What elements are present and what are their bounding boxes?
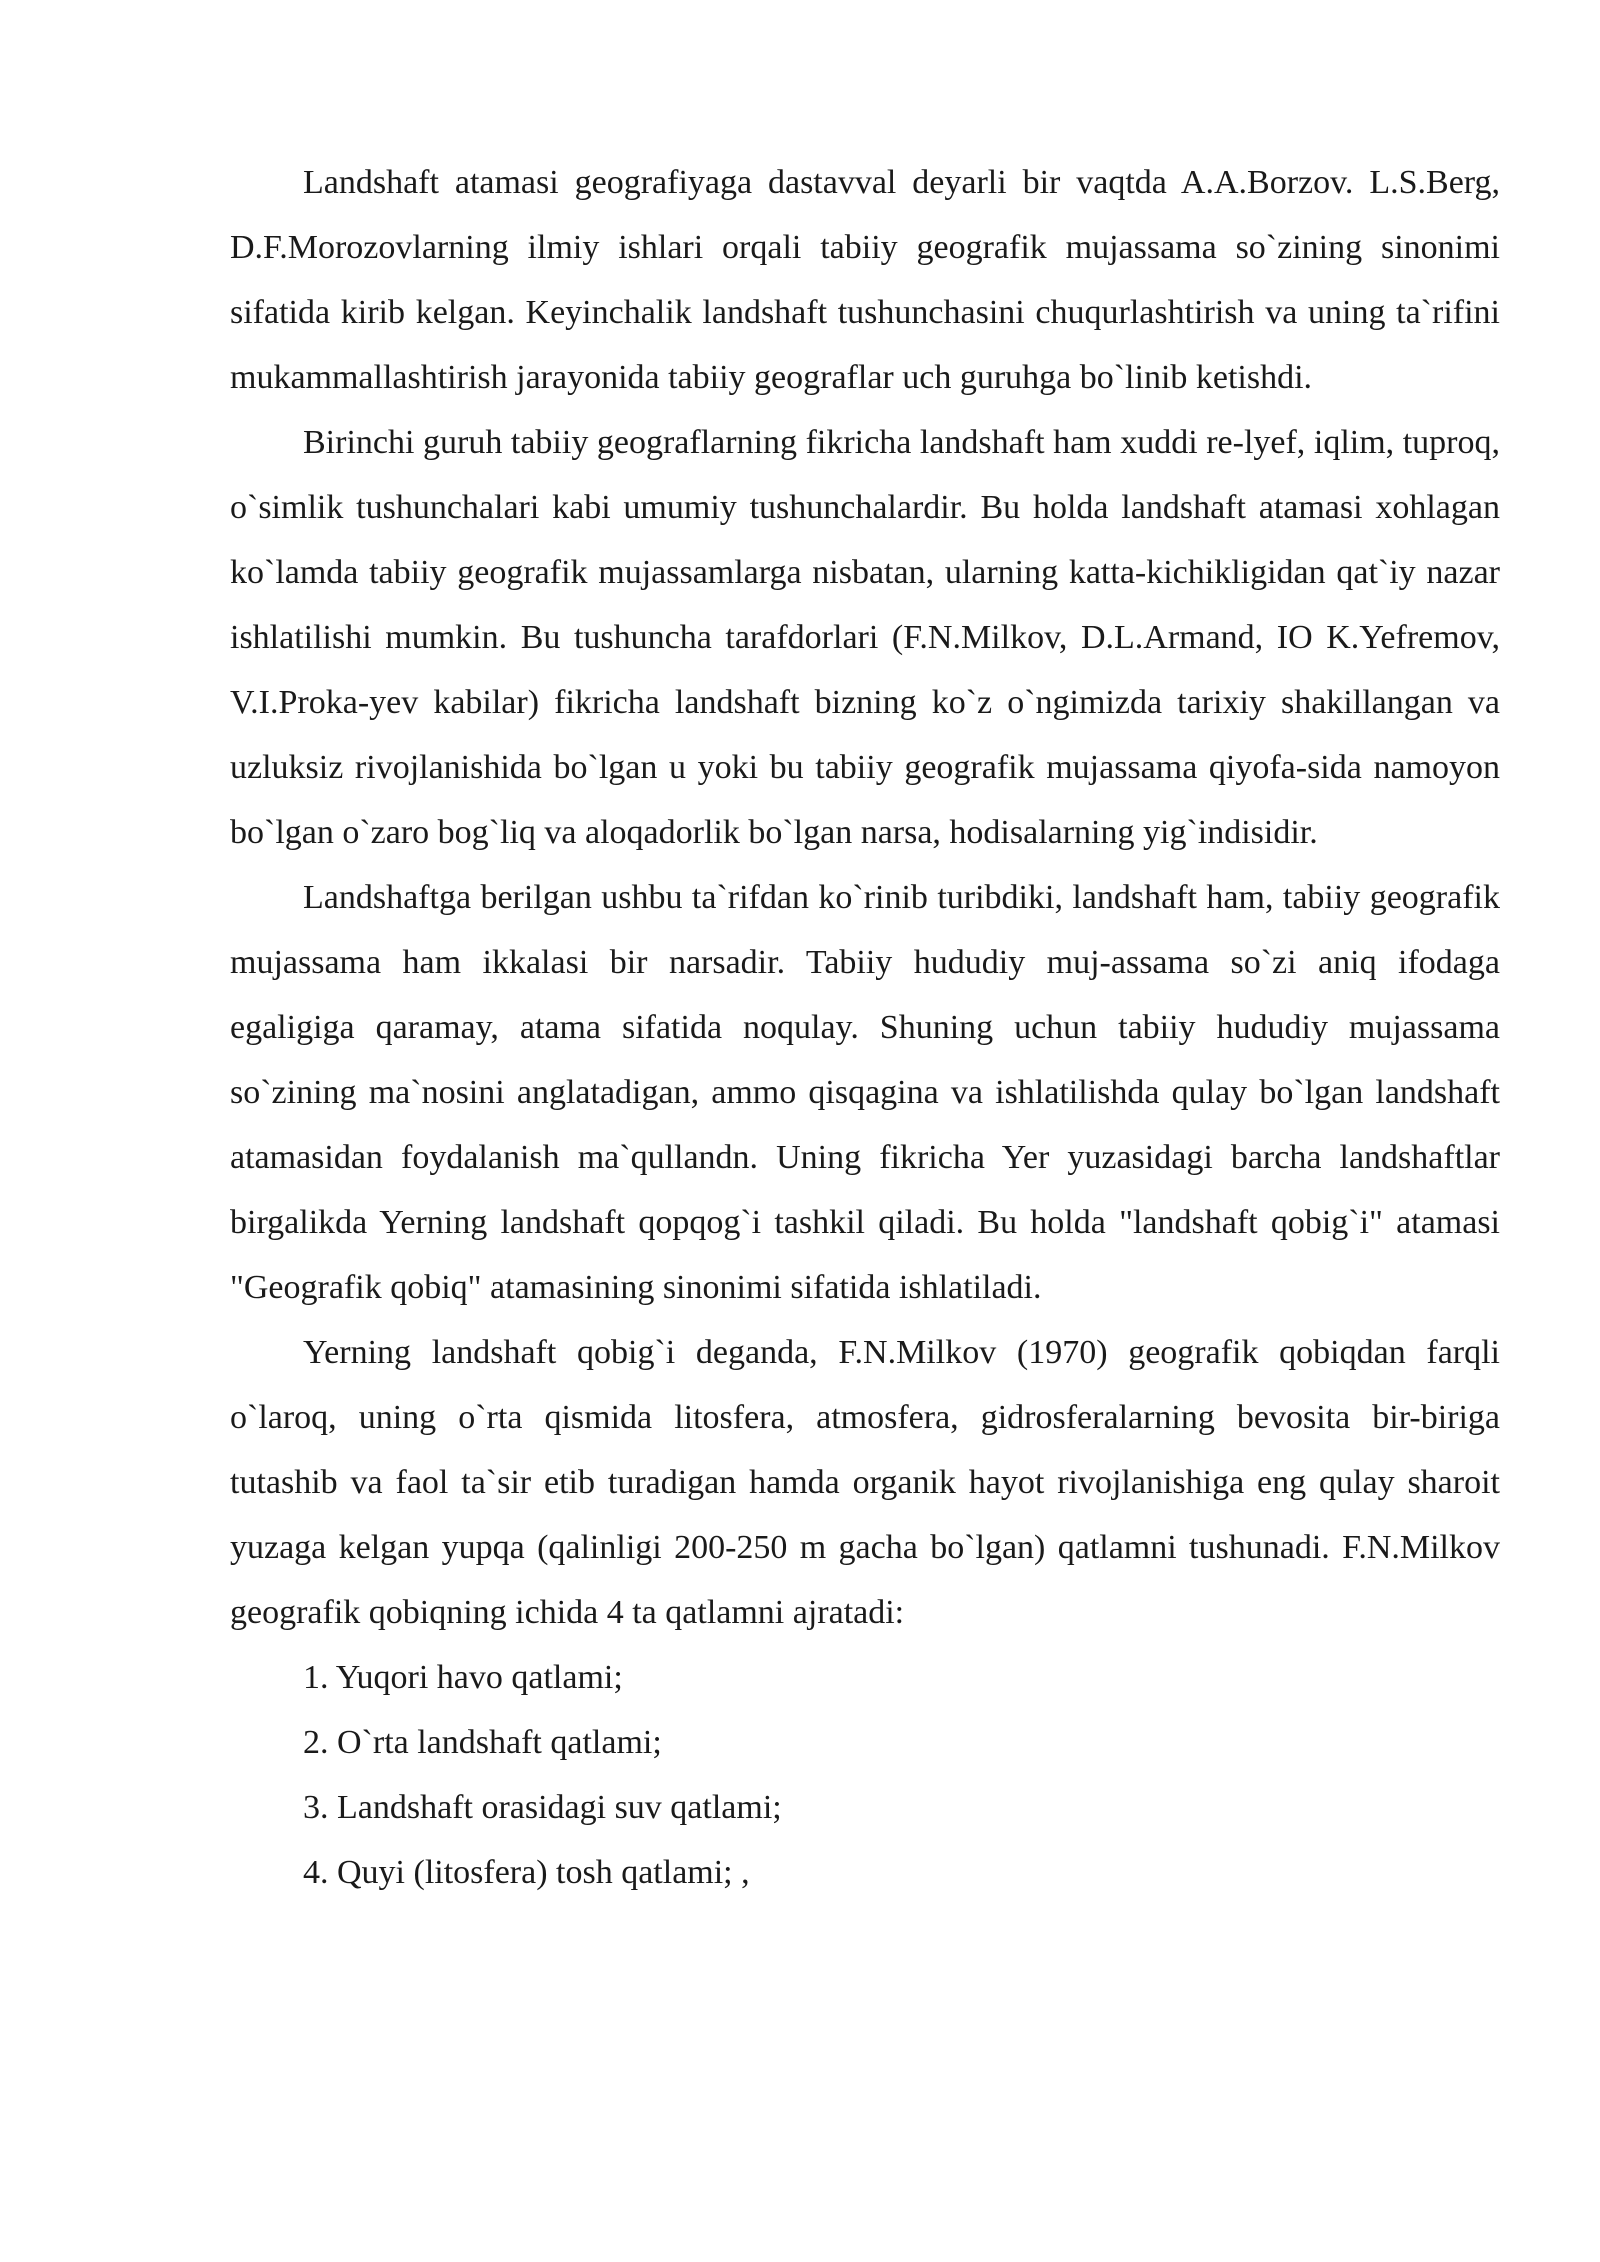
list-item: 2. O`rta landshaft qatlami; [303, 1724, 662, 1761]
document-page [230, 150, 1500, 1905]
paragraph-3: Landshaftga berilgan ushbu ta`rifdan ko`rinib turibdiki, landshaft ham, tabiiy geografik mujassama ham ikkalasi bir narsadir. Tabiiy hududiy muj-assama so`zi aniq ifodaga egaligiga qaramay, atama sifatida noqulay. Shuning uchun tabiiy hududiy mujassama so`zining ma`nosini anglatadigan, ammo qisqagina va ishlatilishda qulay bo`lgan landshaft atamasidan foydalanish ma`qullandn. Uning fikricha Yer yuzasidagi barcha landshaftlar birgalikda Yerning landshaft qopqog`i tashkil qiladi. Bu holda "landshaft qobig`i" atamasi "Geografik qobiq" atamasining sinonimi sifatida ishlatiladi. [230, 879, 1500, 1306]
paragraph-2: Birinchi guruh tabiiy geograflarning fikricha landshaft ham xuddi re-lyef, iqlim, tuproq, o`simlik tushunchalari kabi umumiy tushunchalardir. Bu holda landshaft atamasi xohlagan ko`lamda tabiiy geografik mujassamlarga nisbatan, ularning katta-kichikligidan qat`iy nazar ishlatilishi mumkin. Bu tushuncha tarafdorlari (F.N.Milkov, D.L.Armand, IO K.Yefremov, V.I.Proka-yev kabilar) fikricha landshaft bizning ko`z o`ngimizda tarixiy shakillangan va uzluksiz rivojlanishida bo`lgan u yoki bu tabiiy geografik mujassama qiyofa-sida namoyon bo`lgan o`zaro bog`liq va aloqadorlik bo`lgan narsa, hodisalarning yig`indisidir. [230, 424, 1500, 851]
paragraph-1: Landshaft atamasi geografiyaga dastavval deyarli bir vaqtda A.A.Borzov. L.S.Berg, D.F.Morozovlarning ilmiy ishlari orqali tabiiy geografik mujassama so`zining sinonimi sifatida kirib kelgan. Keyinchalik landshaft tushunchasini chuqurlashtirish va uning ta`rifini mukammallashtirish jarayonida tabiiy geograflar uch guruhga bo`linib ketishdi. [230, 164, 1500, 396]
list-item: 4. Quyi (litosfera) tosh qatlami; , [303, 1854, 750, 1891]
list-item: 3. Landshaft orasidagi suv qatlami; [303, 1789, 782, 1826]
layer-list [230, 1645, 1500, 1905]
list-item: 1. Yuqori havo qatlami; [303, 1659, 623, 1696]
paragraph-4: Yerning landshaft qobig`i deganda, F.N.Milkov (1970) geografik qobiqdan farqli o`laroq, uning o`rta qismida litosfera, atmosfera, gidrosferalarning bevosita bir-biriga tutashib va faol ta`sir etib turadigan hamda organik hayot rivojlanishiga eng qulay sharoit yuzaga kelgan yupqa (qalinligi 200-250 m gacha bo`lgan) qatlamni tushunadi. F.N.Milkov geografik qobiqning ichida 4 ta qatlamni ajratadi: [230, 1334, 1500, 1631]
